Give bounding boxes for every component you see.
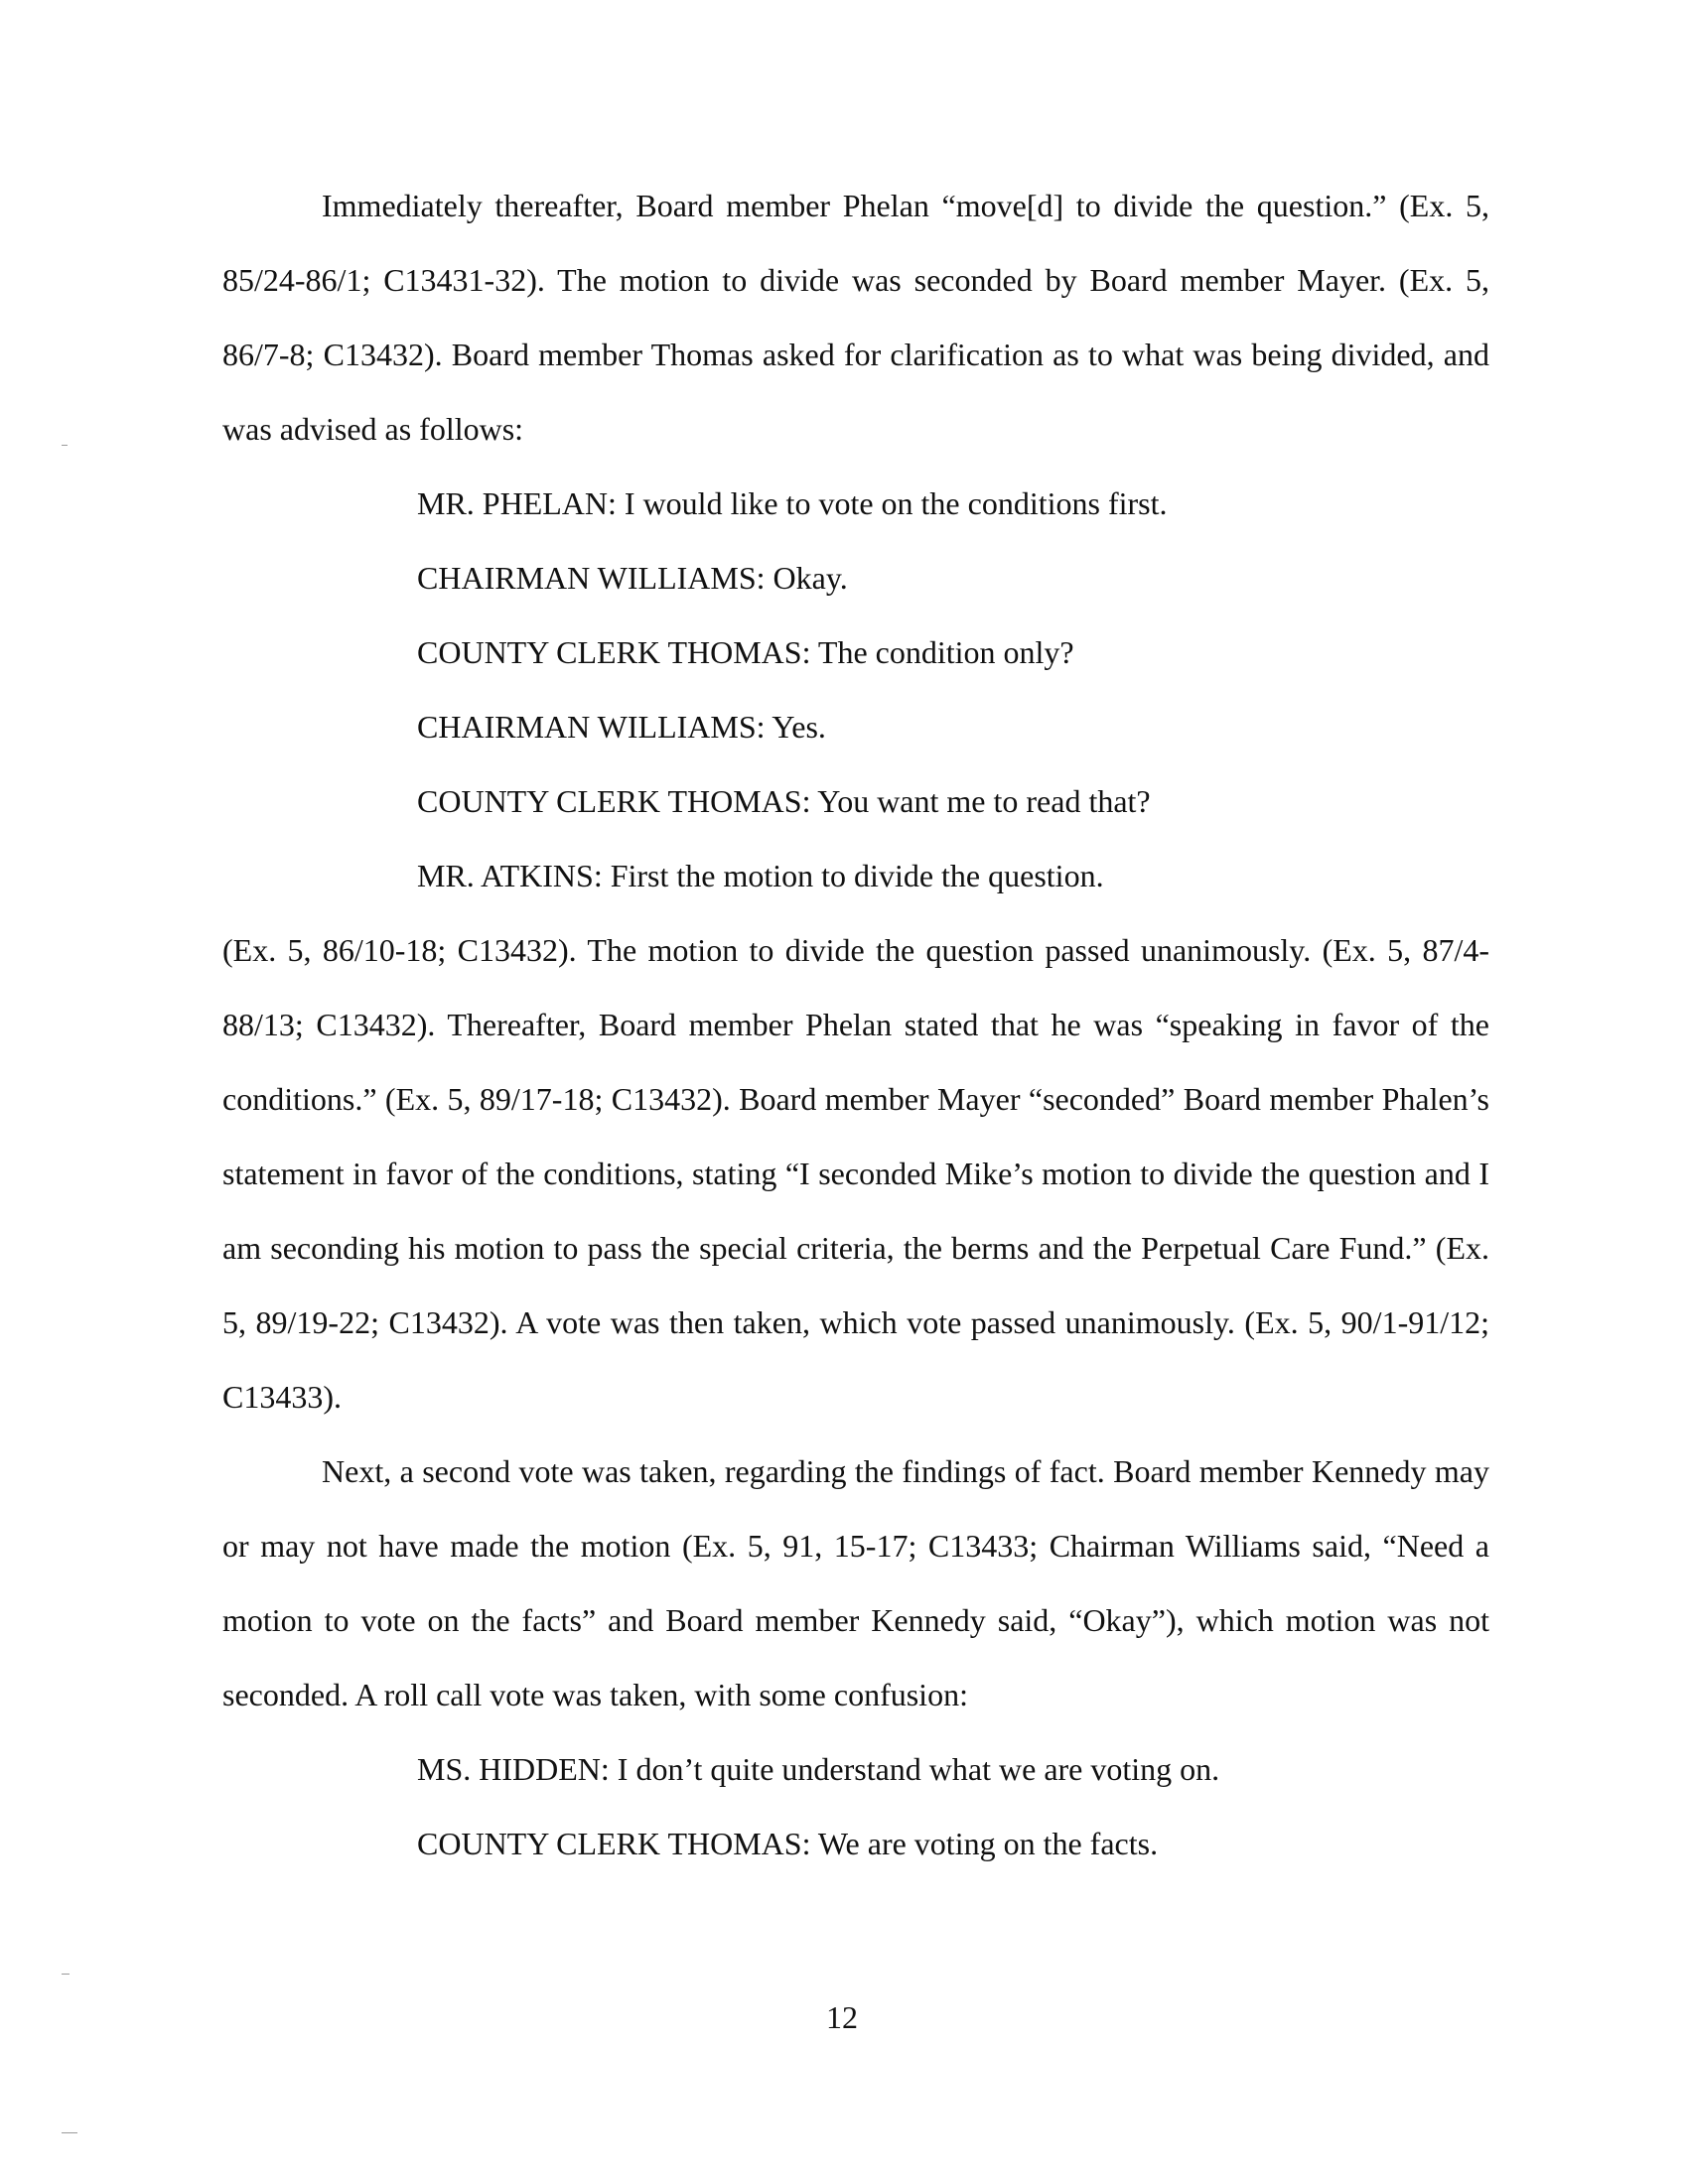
paragraph-3: Next, a second vote was taken, regarding the findings of fact. Board member Kennedy may or may not have made the motion (Ex. 5, 91, 15-17; C13433; Chairman Williams said, “Need a motion to vote on the facts” and Board member Kennedy said, “Okay”), which motion was not seconded. A roll call vote was taken, with some confusion: — [222, 1453, 1489, 1712]
paragraph-2: (Ex. 5, 86/10-18; C13432). The motion to divide the question passed unanimously. (Ex. 5, 87/4-88/13; C13432). Thereafter, Board member Phelan stated that he was “speaking in favor of the conditions.” (Ex. 5, 89/17-18; C13432). Board member Mayer “seconded” Board member Phalen’s statement in favor of the conditions, stating “I seconded Mike’s motion to divide the question and I am seconding his motion to pass the special criteria, the berms and the Perpetual Care Fund.” (Ex. 5, 89/19-22; C13432). A vote was then taken, which vote passed unanimously. (Ex. 5, 90/1-91/12; C13433). — [222, 932, 1489, 1415]
scan-mark — [62, 1974, 70, 1975]
transcript-line: COUNTY CLERK THOMAS: You want me to read that? — [417, 783, 1151, 819]
scan-mark — [62, 445, 68, 446]
transcript-excerpt-1 — [222, 467, 1489, 913]
page-number: 12 — [826, 1999, 858, 2035]
transcript-line: MR. PHELAN: I would like to vote on the conditions first. — [417, 485, 1168, 521]
scan-mark — [62, 2132, 77, 2133]
transcript-line: MR. ATKINS: First the motion to divide the question. — [417, 858, 1104, 893]
transcript-line: COUNTY CLERK THOMAS: The condition only? — [417, 634, 1074, 670]
transcript-line: MS. HIDDEN: I don’t quite understand what we are voting on. — [417, 1751, 1220, 1787]
transcript-line: CHAIRMAN WILLIAMS: Okay. — [417, 560, 848, 596]
paragraph-1: Immediately thereafter, Board member Phelan “move[d] to divide the question.” (Ex. 5, 85/24-86/1; C13431-32). The motion to divide was seconded by Board member Mayer. (Ex. 5, 86/7-8; C13432). Board member Thomas asked for clarification as to what was being divided, and was advised as follows: — [222, 188, 1489, 447]
transcript-line: COUNTY CLERK THOMAS: We are voting on the facts. — [417, 1826, 1159, 1861]
transcript-excerpt-2 — [222, 1732, 1489, 1881]
body-text — [222, 169, 1489, 1881]
transcript-line: CHAIRMAN WILLIAMS: Yes. — [417, 709, 826, 745]
